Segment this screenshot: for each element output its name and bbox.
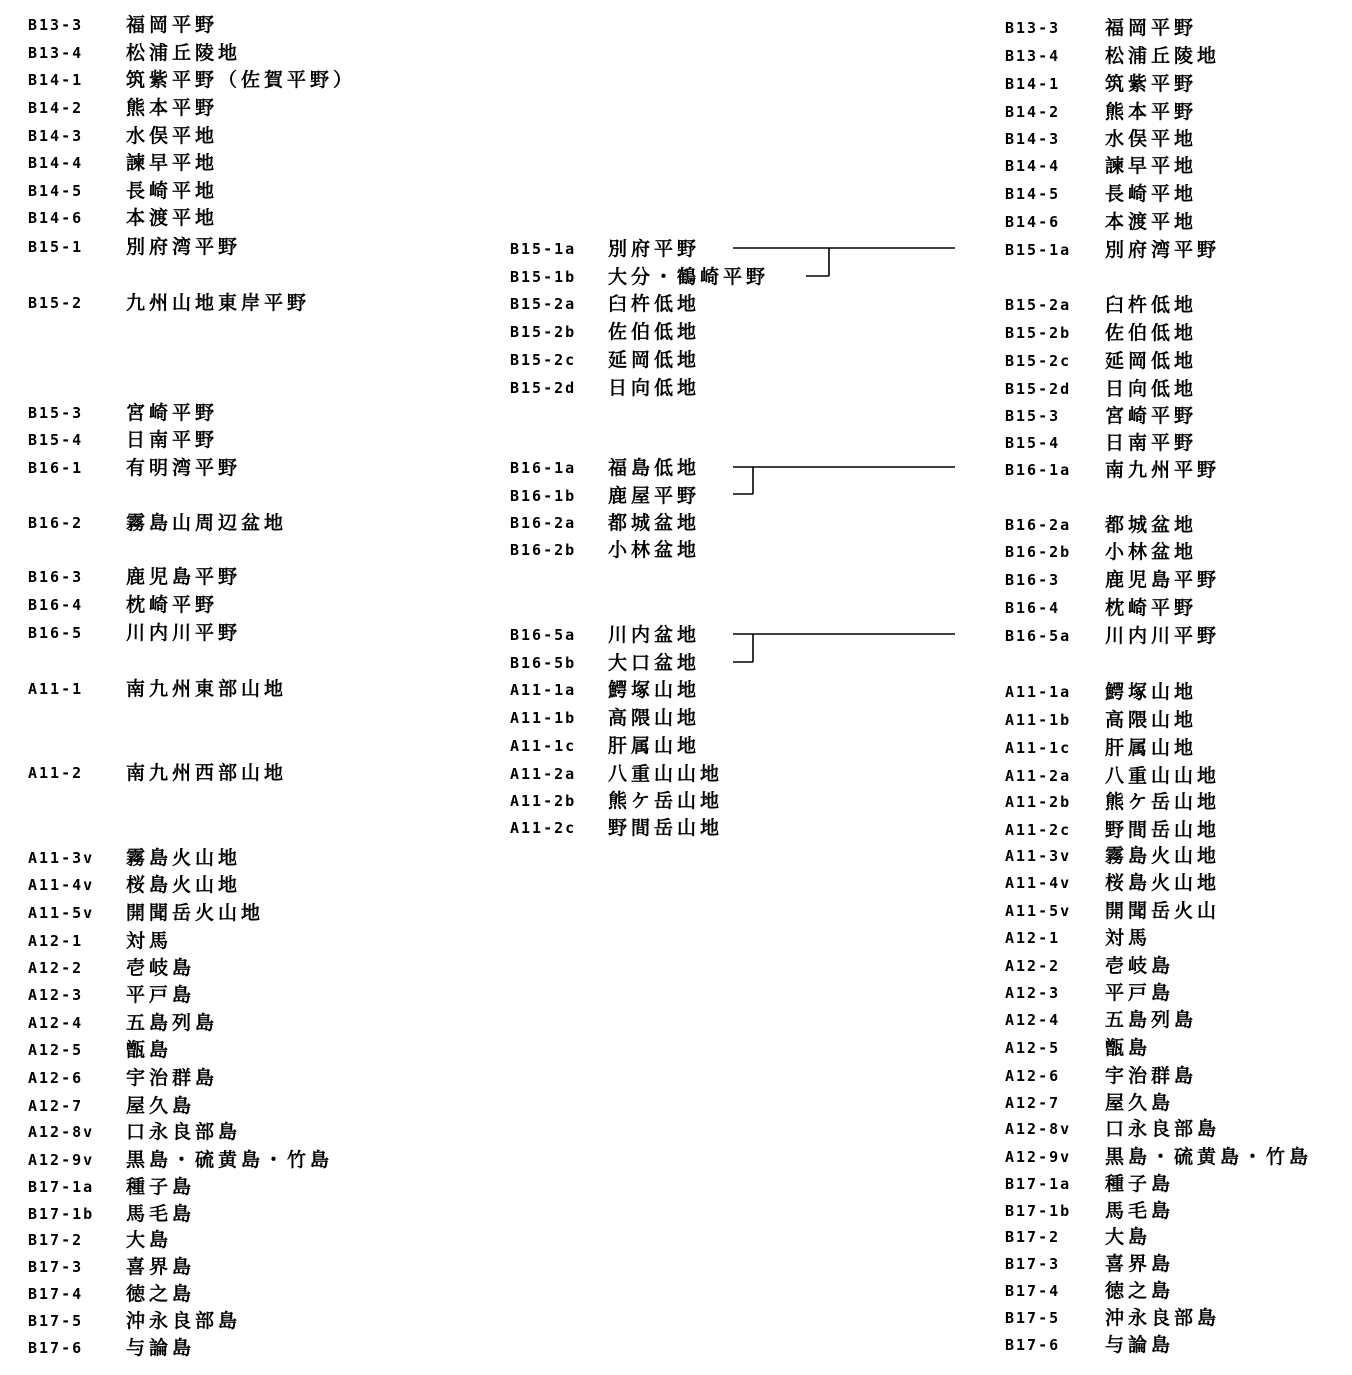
region-code: B16-1b (510, 487, 577, 505)
region-code: B17-6 (1005, 1336, 1061, 1354)
region-name: 枕崎平野 (1105, 597, 1198, 619)
region-name: 長崎平地 (126, 180, 219, 202)
region-code: B16-3 (28, 568, 84, 586)
region-code: A11-5v (28, 904, 95, 922)
region-name: 黒島・硫黄島・竹島 (126, 1149, 334, 1171)
region-name: 大分・鶴崎平野 (608, 266, 770, 288)
region-name: 都城盆地 (608, 512, 701, 534)
region-name: 五島列島 (1105, 1009, 1198, 1031)
region-code: A11-1a (510, 681, 577, 699)
region-name: 日向低地 (1105, 378, 1198, 400)
region-name: 屋久島 (126, 1095, 196, 1117)
region-name: 開聞岳火山地 (126, 902, 265, 924)
region-name: 小林盆地 (608, 539, 701, 561)
region-code: B16-5 (28, 624, 84, 642)
region-name: 南九州東部山地 (126, 678, 288, 700)
region-code: A11-1b (510, 709, 577, 727)
region-name: 松浦丘陵地 (126, 42, 242, 64)
region-name: 八重山山地 (608, 763, 724, 785)
region-name: 野間岳山地 (608, 817, 724, 839)
region-code: A11-4v (1005, 874, 1072, 892)
region-name: 都城盆地 (1105, 514, 1198, 536)
region-code: B16-5a (510, 626, 577, 644)
region-code: B17-4 (1005, 1282, 1061, 1300)
region-code: B15-1a (1005, 241, 1072, 259)
region-code: B16-1a (510, 459, 577, 477)
region-name: 霧島火山地 (1105, 845, 1221, 867)
region-name: 佐伯低地 (608, 321, 701, 343)
region-code: B14-6 (28, 209, 84, 227)
region-code: B13-3 (28, 16, 84, 34)
region-code: A11-1c (1005, 739, 1072, 757)
region-code: A11-3v (28, 849, 95, 867)
region-name: 大口盆地 (608, 652, 701, 674)
region-name: 福島低地 (608, 457, 701, 479)
region-name: 高隈山地 (1105, 709, 1198, 731)
region-code: A11-2 (28, 764, 84, 782)
region-code: B15-3 (28, 404, 84, 422)
region-code: B14-6 (1005, 213, 1061, 231)
region-code: A11-2c (1005, 821, 1072, 839)
region-code: B15-2c (510, 351, 577, 369)
region-code: B16-3 (1005, 571, 1061, 589)
region-code: A12-9v (1005, 1148, 1072, 1166)
region-code: A12-6 (28, 1069, 84, 1087)
region-name: 日南平野 (126, 429, 219, 451)
region-code: B15-4 (28, 431, 84, 449)
region-code: B15-3 (1005, 407, 1061, 425)
region-code: B17-2 (1005, 1228, 1061, 1246)
region-name: 甑島 (126, 1039, 173, 1061)
region-code: B13-4 (28, 44, 84, 62)
region-name: 五島列島 (126, 1012, 219, 1034)
region-code: B16-5a (1005, 627, 1072, 645)
region-code: B14-4 (1005, 157, 1061, 175)
region-name: 喜界島 (126, 1256, 196, 1278)
region-code: A12-5 (1005, 1039, 1061, 1057)
region-name: 徳之島 (1105, 1280, 1175, 1302)
region-name: 桜島火山地 (1105, 872, 1221, 894)
region-name: 鹿児島平野 (126, 566, 242, 588)
region-code: B15-2 (28, 294, 84, 312)
region-code: B15-2a (510, 295, 577, 313)
region-code: B17-6 (28, 1339, 84, 1357)
region-name: 屋久島 (1105, 1092, 1175, 1114)
region-code: B15-2c (1005, 352, 1072, 370)
region-name: 口永良部島 (1105, 1118, 1221, 1140)
region-code: B17-3 (28, 1258, 84, 1276)
region-code: B17-2 (28, 1231, 84, 1249)
region-name: 八重山山地 (1105, 765, 1221, 787)
region-code: B14-3 (28, 127, 84, 145)
region-name: 宮崎平野 (1105, 405, 1198, 427)
region-code: B16-2a (510, 514, 577, 532)
region-code: A12-2 (28, 959, 84, 977)
region-name: 平戸島 (1105, 982, 1175, 1004)
region-name: 本渡平地 (126, 207, 219, 229)
region-code: B14-5 (28, 182, 84, 200)
region-name: 肝属山地 (608, 735, 701, 757)
region-name: 別府湾平野 (126, 236, 242, 258)
region-name: 熊本平野 (1105, 101, 1198, 123)
region-code: B15-2b (510, 323, 577, 341)
region-code: B17-1b (28, 1205, 95, 1223)
region-name: 壱岐島 (1105, 955, 1175, 977)
region-name: 筑紫平野 (1105, 73, 1198, 95)
region-name: 沖永良部島 (126, 1310, 242, 1332)
region-name: 甑島 (1105, 1037, 1152, 1059)
region-name: 長崎平地 (1105, 183, 1198, 205)
region-name: 徳之島 (126, 1283, 196, 1305)
region-code: A12-9v (28, 1151, 95, 1169)
region-name: 別府平野 (608, 238, 701, 260)
region-name: 黒島・硫黄島・竹島 (1105, 1146, 1313, 1168)
region-code: B14-1 (1005, 75, 1061, 93)
region-name: 高隈山地 (608, 707, 701, 729)
region-code: A12-4 (28, 1014, 84, 1032)
region-code: A12-4 (1005, 1011, 1061, 1029)
region-name: 諫早平地 (1105, 155, 1198, 177)
region-name: 日南平野 (1105, 432, 1198, 454)
region-code: B17-5 (28, 1312, 84, 1330)
region-code: B15-4 (1005, 434, 1061, 452)
region-code: A12-3 (28, 986, 84, 1004)
region-name: 水俣平地 (1105, 128, 1198, 150)
region-name: 壱岐島 (126, 957, 196, 979)
region-name: 臼杵低地 (608, 293, 701, 315)
region-code: A12-2 (1005, 957, 1061, 975)
region-code: B14-2 (1005, 103, 1061, 121)
region-code: B14-2 (28, 99, 84, 117)
region-code: B16-2 (28, 514, 84, 532)
region-name: 種子島 (126, 1176, 196, 1198)
region-name: 川内川平野 (126, 622, 242, 644)
region-name: 福岡平野 (1105, 17, 1198, 39)
region-name: 佐伯低地 (1105, 322, 1198, 344)
region-code: A12-8v (28, 1123, 95, 1141)
region-name: 熊本平野 (126, 97, 219, 119)
region-name: 宇治群島 (126, 1067, 219, 1089)
region-code: B17-1a (1005, 1175, 1072, 1193)
region-name: 開聞岳火山 (1105, 900, 1221, 922)
region-name: 延岡低地 (1105, 350, 1198, 372)
region-name: 口永良部島 (126, 1121, 242, 1143)
region-name: 宇治群島 (1105, 1065, 1198, 1087)
region-code: B17-5 (1005, 1309, 1061, 1327)
region-name: 福岡平野 (126, 14, 219, 36)
region-name: 霧島火山地 (126, 847, 242, 869)
region-name: 川内盆地 (608, 624, 701, 646)
region-code: B13-4 (1005, 47, 1061, 65)
region-code: A11-1c (510, 737, 577, 755)
region-name: 鰐塚山地 (1105, 681, 1198, 703)
region-name: 諫早平地 (126, 152, 219, 174)
region-name: 延岡低地 (608, 349, 701, 371)
region-name: 平戸島 (126, 984, 196, 1006)
region-name: 小林盆地 (1105, 541, 1198, 563)
region-name: 種子島 (1105, 1173, 1175, 1195)
region-code: B14-1 (28, 71, 84, 89)
region-name: 対馬 (126, 930, 173, 952)
region-code: A12-6 (1005, 1067, 1061, 1085)
region-name: 本渡平地 (1105, 211, 1198, 233)
region-code: B13-3 (1005, 19, 1061, 37)
region-name: 与論島 (1105, 1334, 1175, 1356)
region-code: A11-1 (28, 680, 84, 698)
region-code: A12-1 (1005, 929, 1061, 947)
region-code: B15-1 (28, 238, 84, 256)
region-name: 臼杵低地 (1105, 294, 1198, 316)
region-code: B15-1a (510, 240, 577, 258)
region-name: 日向低地 (608, 377, 701, 399)
region-name: 宮崎平野 (126, 402, 219, 424)
region-code: A12-5 (28, 1041, 84, 1059)
region-name: 馬毛島 (126, 1203, 196, 1225)
region-code: B15-2d (1005, 380, 1072, 398)
region-name: 水俣平地 (126, 125, 219, 147)
region-code: B15-2b (1005, 324, 1072, 342)
region-code: B17-3 (1005, 1255, 1061, 1273)
region-name: 対馬 (1105, 927, 1152, 949)
region-name: 鹿児島平野 (1105, 569, 1221, 591)
region-code: B15-1b (510, 268, 577, 286)
region-name: 野間岳山地 (1105, 819, 1221, 841)
region-name: 松浦丘陵地 (1105, 45, 1221, 67)
region-name: 霧島山周辺盆地 (126, 512, 288, 534)
region-name: 有明湾平野 (126, 457, 242, 479)
region-code: B16-2b (510, 541, 577, 559)
region-code: A12-7 (28, 1097, 84, 1115)
region-name: 南九州西部山地 (126, 762, 288, 784)
region-name: 大島 (1105, 1226, 1152, 1248)
region-code: B16-1 (28, 459, 84, 477)
region-code: A12-3 (1005, 984, 1061, 1002)
region-code: A11-2b (510, 792, 577, 810)
region-code: B14-4 (28, 154, 84, 172)
region-code: B16-1a (1005, 461, 1072, 479)
region-name: 鰐塚山地 (608, 679, 701, 701)
region-name: 南九州平野 (1105, 459, 1221, 481)
region-code: B17-1b (1005, 1202, 1072, 1220)
region-code: A11-2c (510, 819, 577, 837)
region-name: 熊ケ岳山地 (608, 790, 724, 812)
region-name: 川内川平野 (1105, 625, 1221, 647)
region-code: A11-2a (510, 765, 577, 783)
region-name: 馬毛島 (1105, 1200, 1175, 1222)
region-name: 与論島 (126, 1337, 196, 1359)
region-name: 別府湾平野 (1105, 239, 1221, 261)
region-name: 沖永良部島 (1105, 1307, 1221, 1329)
region-code: B16-4 (1005, 599, 1061, 617)
region-code: A11-1a (1005, 683, 1072, 701)
region-name: 筑紫平野（佐賀平野） (126, 69, 357, 91)
region-code: A11-3v (1005, 847, 1072, 865)
region-name: 熊ケ岳山地 (1105, 791, 1221, 813)
region-code: B17-4 (28, 1285, 84, 1303)
region-code: A12-7 (1005, 1094, 1061, 1112)
region-code: B16-4 (28, 596, 84, 614)
region-name: 肝属山地 (1105, 737, 1198, 759)
region-name: 喜界島 (1105, 1253, 1175, 1275)
region-code: B16-2a (1005, 516, 1072, 534)
region-code: A11-2b (1005, 793, 1072, 811)
region-code: A12-8v (1005, 1120, 1072, 1138)
region-name: 鹿屋平野 (608, 485, 701, 507)
region-code: A12-1 (28, 932, 84, 950)
region-code: A11-4v (28, 876, 95, 894)
region-code: B14-3 (1005, 130, 1061, 148)
region-code: B15-2d (510, 379, 577, 397)
region-code: A11-1b (1005, 711, 1072, 729)
region-code: B14-5 (1005, 185, 1061, 203)
region-name: 大島 (126, 1229, 173, 1251)
region-code: A11-5v (1005, 902, 1072, 920)
region-name: 九州山地東岸平野 (126, 292, 311, 314)
region-code: B17-1a (28, 1178, 95, 1196)
region-code: A11-2a (1005, 767, 1072, 785)
region-code: B16-2b (1005, 543, 1072, 561)
region-name: 桜島火山地 (126, 874, 242, 896)
region-name: 枕崎平野 (126, 594, 219, 616)
region-code: B15-2a (1005, 296, 1072, 314)
region-code: B16-5b (510, 654, 577, 672)
